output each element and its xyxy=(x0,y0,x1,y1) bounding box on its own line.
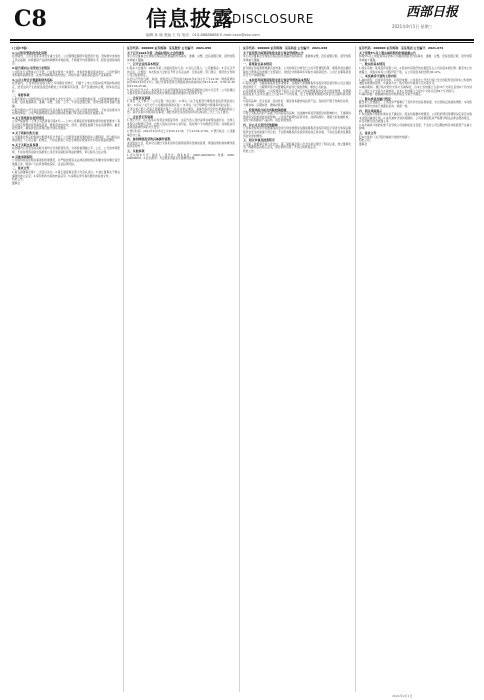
article-paragraph: 1.报告期内公司控股股东及实际控制人未发生变化，公司治理结构完善，内部控制制度健全有效，信息披露真实、准确、完整、及时、公平，不存在虚假记载、误导性陈述或者重大遗漏。 xyxy=(12,96,120,108)
article-paragraph: 特此公告。 xyxy=(359,138,373,143)
editor-info: 编辑 孙 瑜 美编 王 伟 电话：010-88888888 E-mail:xxxx@xxx.com xyxy=(146,33,260,37)
text-column xyxy=(127,46,235,692)
article-heading: 四、参加网络投票的具体操作流程 xyxy=(127,137,171,142)
article-paragraph: 1.登记方式：法人股东应持营业执照复印件、法定代表人身份证明书或授权委托书、出席人身份证办理登记手续；自然人股东应持本人身份证、股东账户卡办理登记手续。异地股东可采用信函或传真的方式登记。 xyxy=(127,118,235,130)
article-heading: 四、相关风险提示 xyxy=(359,108,383,113)
article-heading: (上接C7版) xyxy=(12,46,28,50)
article-heading: 四、对公司日常经营的影响 xyxy=(243,122,278,127)
text-column xyxy=(12,46,120,692)
article-paragraph: 4.会议召开的日期、时间：现场会议召开时间为2021年9月17日下午14:30；网络投票时间为2021年9月17日。通过交易系统进行网络投票的具体时间为9:15-9:25，9:30-11:30和13:00-15:00。 xyxy=(127,76,235,88)
article-paragraph: 特此公告。 xyxy=(243,149,257,154)
article-paragraph: 1.会议联系方式：联系人：张先生；联系电话：0000-00000000；传真：0000-00000000。2.会议费用：与会股东食宿及交通费用自理。 xyxy=(127,152,235,161)
page-number: C8 xyxy=(14,6,47,32)
article-paragraph: 5.会议的召开方式：本次股东大会采用现场表决与网络投票相结合的方式召开。公司将通过交易系统和互联网投票系统向全体股东提供网络形式的投票平台。 xyxy=(127,87,235,96)
article-heading: 二、本次减持计划的主要内容 xyxy=(359,74,397,79)
article-paragraph: 1.本次减持计划的实施存在不确定性，股东将根据市场情况、公司股价情况等情形决定是否实施本次股份减持计划。2.本次减持计划实施期间，公司将督促股东严格遵守相关法律法规的规定，并及时履行信息披露义务。 xyxy=(359,112,472,124)
article-heading: 三、会议登记等事项 xyxy=(127,114,154,119)
article-paragraph: 股东出具的《关于股份减持计划的告知函》。 xyxy=(359,134,412,139)
article-paragraph: 公司董事会拟定的利润分配预案充分考虑了公司经营发展需要和股东合理回报，符合相关法律法规及《公司章程》的规定，不存在损害公司及全体股东特别是中小股东利益的情形。 xyxy=(12,134,120,143)
section-title-english: DISCLOSURE xyxy=(232,12,314,26)
article-heading: 三、股东承诺及履行情况 xyxy=(359,96,391,101)
article-heading: 1.公司经营情况的变化说明 xyxy=(12,50,47,55)
article-heading: 证券代码：000000 证券简称：某某股份 公告编号：2021-056 xyxy=(127,46,212,50)
article-heading: 五、备查文件 xyxy=(359,131,377,136)
article-heading: 5.关于关联交易事项 xyxy=(12,142,39,147)
masthead-rule-thin xyxy=(10,42,474,43)
article-paragraph: 上述议案已经公司第五届董事会第十二次会议审议通过，具体内容详见同日披露的相关公告。其中议案1为特别决议事项，须经出席会议的股东所持表决权的三分之二以上通过。 xyxy=(127,106,235,115)
article-paragraph: 3.本次减持计划的实施不会导致公司控制权发生变更，不会对公司治理结构及持续经营产生重大影响。 xyxy=(359,122,472,131)
article-paragraph: 经中国证券监督管理委员会核准，公司向特定对象发行人民币普通股股票，募集资金总额扣除发行费用后的净额已全部到位，并经会计师事务所审验出具验资报告。公司已对募集资金实行专户存储管理。 xyxy=(243,65,351,78)
article-paragraph: 报告期内，公司主营业务未发生重大变化。公司管理层围绕年度经营计划，坚持稳中求进的工作总基调，持续推进产品结构调整和市场拓展，不断提升内部管理水平，经营业绩保持稳定。 xyxy=(12,54,120,66)
article-paragraph: 本公司及董事会全体成员保证信息披露的内容真实、准确、完整，没有虚假记载、误导性陈述或重大遗漏。 xyxy=(127,54,235,62)
article-heading: 二、会议审议事项 xyxy=(127,95,151,100)
article-heading: 关于使用部分闲置募集资金进行现金管理的公告 xyxy=(243,50,304,55)
column-divider xyxy=(355,46,356,692)
article-paragraph: 特此公告。 xyxy=(12,177,26,182)
article-heading: 3.公司主要会计数据和财务指标 xyxy=(12,77,53,82)
article-heading: 3.关于募集资金使用情况 xyxy=(12,115,45,120)
article-heading: 五、其他事项 xyxy=(127,149,145,154)
masthead-rule xyxy=(10,39,474,41)
article-paragraph: 1.股东大会届次：2021年第二次临时股东大会。2.会议召集人：公司董事会。3.会议召开的合法、合规性：本次股东大会的召开符合有关法律、行政法规、部门规章、规范性文件和公司章程的规定。 xyxy=(127,65,235,78)
issue-date: 2021年9月1日 星期三 xyxy=(392,24,433,29)
article-paragraph: 2.登记时间：2021年9月15日上午9:00-11:30，下午13:30-17:00。3.登记地点：公司董事会办公室。 xyxy=(127,129,235,137)
text-column xyxy=(243,46,351,692)
article-paragraph: 1.投资目的：为提高募集资金使用效率，在确保不影响募集资金投资项目建设和公司正常经营的情况下，合理利用部分闲置募集资金进行现金管理，增加公司收益。 xyxy=(243,81,351,89)
article-heading: 2.报告期内公司所处行业情况 xyxy=(12,65,50,70)
article-paragraph: 董事会 xyxy=(12,180,21,185)
page-footer: 2021年9月1日 xyxy=(392,694,413,698)
newspaper-logo: 西部日报 xyxy=(406,5,459,20)
article-heading: 三、投资风险分析及风险控制措施 xyxy=(243,107,287,112)
article-paragraph: 公司第三届董事会第九次会议、第三届监事会第八次会议审议通过了相关议案，独立董事发表了明确同意的独立意见，保荐机构出具了无异议的核查意见。 xyxy=(243,141,351,150)
article-heading: 6.其他事项说明 xyxy=(12,154,33,159)
section-title: 信息披露 xyxy=(146,6,234,31)
article-heading: 关于召开2021年第二次临时股东大会的通知 xyxy=(127,50,185,55)
article-heading: 证券代码：000000 证券简称：某某科技 公告编号：2021-038 xyxy=(243,46,328,50)
column-divider xyxy=(239,46,240,692)
article-paragraph: 报告期内公司发生的关联交易均为日常经营所需，交易价格遵循公平、公正、公允的市场原则，不存在利用关联交易损害公司及非关联股东利益的情形，审议程序合法合规。 xyxy=(12,146,120,155)
article-paragraph: 公司所处行业整体运行平稳，行业集中度进一步提升，市场竞争格局逐步优化。公司凭借技术积累和品牌优势，在细分领域保持领先地位，持续为客户提供高质量的产品和服务。 xyxy=(12,69,120,78)
article-paragraph: 4.减持期间：通过集中竞价交易方式减持的，自本公告披露之日起15个交易日后的6个月内进行；通过大宗交易方式减持的，自本公告披露之日起3个交易日后的6个月内进行。 xyxy=(359,84,472,93)
article-paragraph: 本公司及董事会全体成员保证信息披露内容的真实、准确和完整，没有虚假记载、误导性陈述或重大遗漏。 xyxy=(243,54,351,62)
article-heading: 二、重要事项 xyxy=(12,93,30,98)
article-heading: 三、备查文件 xyxy=(12,166,30,171)
article-paragraph: 1.第五届董事会第十二次会议决议；2.第五届监事会第十次会议决议；3.独立董事关于相关事项的独立意见；4.保荐机构出具的核查意见；5.深圳证券交易所要求的其他文件。 xyxy=(12,170,120,178)
article-paragraph: 公司本次使用部分闲置募集资金进行现金管理是在确保募集资金投资项目正常进行和保证募集资金安全的前提下进行的，不会影响募集资金投资项目的正常实施，不存在变相改变募集资金用途的情形。 xyxy=(243,126,351,138)
article-heading: 关于持股5%以上股东减持股份的预披露公告 xyxy=(359,50,416,55)
masthead xyxy=(0,0,484,44)
article-paragraph: 2.报告期内公司不存在控股股东及其关联方非经营性占用公司资金的情况，不存在违规对外担保的情况。公司严格按照相关法律法规的规定履行审议程序和信息披露义务。 xyxy=(12,107,120,116)
article-paragraph: 公司严格按照《上市公司监管指引第2号——上市公司募集资金管理和使用的监管要求》等有关规定管理和使用募集资金，募集资金的存放、使用、管理及披露不存在违规情形。截至报告期末，募集资金投资项目按计划有序推进。 xyxy=(12,119,120,131)
article-paragraph: 报告期内，公司实现营业收入较上年同期有所增长，归属于上市公司股东的净利润保持稳定，经营活动产生的现金流量净额较上年同期有所改善，资产负债结构合理，财务状况良好。 xyxy=(12,81,120,93)
article-paragraph: 5.减持价格：根据减持时的市场价格及交易方式确定。 xyxy=(359,92,424,97)
article-paragraph: 3.投资品种：安全性高、流动性好、满足保本要求的投资产品，包括但不限于结构性存款、大额存单、定期存款、通知存款等。 xyxy=(243,99,351,107)
article-paragraph: 董事会 xyxy=(359,141,368,146)
text-column xyxy=(359,46,472,692)
article-paragraph: 截至本公告披露日，上述股东严格履行了其所作出的各项承诺，未出现违反承诺的情形。本次拟减持事项与此前已披露的意向、承诺一致。 xyxy=(359,100,472,108)
article-heading: 一、募集资金基本情况 xyxy=(243,62,272,67)
column-divider xyxy=(123,46,124,692)
article-paragraph: 2.投资额度及期限：公司拟使用不超过人民币5亿元的闲置募集资金进行现金管理，使用期限自股东大会审议通过之日起12个月内有效，在上述额度和期限内资金可以循环滚动使用。 xyxy=(243,88,351,100)
article-heading: 二、本次使用闲置募集资金进行现金管理的基本情况 xyxy=(243,77,310,82)
article-paragraph: 持股5%以上的股东保证向本公司提供的信息内容真实、准确、完整，没有虚假记载、误导性陈述或重大遗漏。 xyxy=(359,54,472,62)
article-heading: 4.关于利润分配方案 xyxy=(12,131,39,136)
article-paragraph: 公司将持续关注相关事项的进展情况，并严格按照有关法律法规的规定和要求及时履行信息披露义务，敬请广大投资者理性投资，注意投资风险。 xyxy=(12,158,120,166)
article-paragraph: 本次股东大会，股东可以通过交易系统和互联网投票系统参加投票，网络投票的具体操作流程详见附件一。 xyxy=(127,140,235,149)
article-heading: 一、召开会议的基本情况 xyxy=(127,62,159,67)
article-paragraph: 1.减持原因：自身资金需求。2.股份来源：公司首次公开发行前已发行的股份及因资本公积金转增股本取得的股份。3.减持方式：集中竞价交易或大宗交易方式。 xyxy=(359,77,472,86)
article-heading: 五、相关审核及批准程序 xyxy=(243,138,275,143)
article-paragraph: 1.股东名称：某某投资有限公司。2.股东持有股份的总数量及占公司总股本的比例：截至本公告披露日，该股东持有公司股份若干股，占公司总股本的比例为6.12%。 xyxy=(359,65,472,74)
article-heading: 一、股东的基本情况 xyxy=(359,62,386,67)
article-paragraph: 1.审议《关于修订〈公司章程〉的议案》；2.审议《关于变更部分募集资金投资项目的议案》；3.审议《关于为子公司提供担保的议案》；4.审议《关于续聘会计师事务所的议案》。 xyxy=(127,99,235,107)
article-heading: 证券代码：000000 证券简称：某某集团 公告编号：2021-072 xyxy=(359,46,444,50)
article-paragraph: 尽管公司拟投资的产品属于低风险投资品种，但金融市场受宏观经济的影响较大，不排除该项投资受到市场波动的影响。公司将严格筛选投资对象，选择信誉好、规模大的金融机构，及时分析和跟踪产品投向、项目进展情况。 xyxy=(243,111,351,123)
